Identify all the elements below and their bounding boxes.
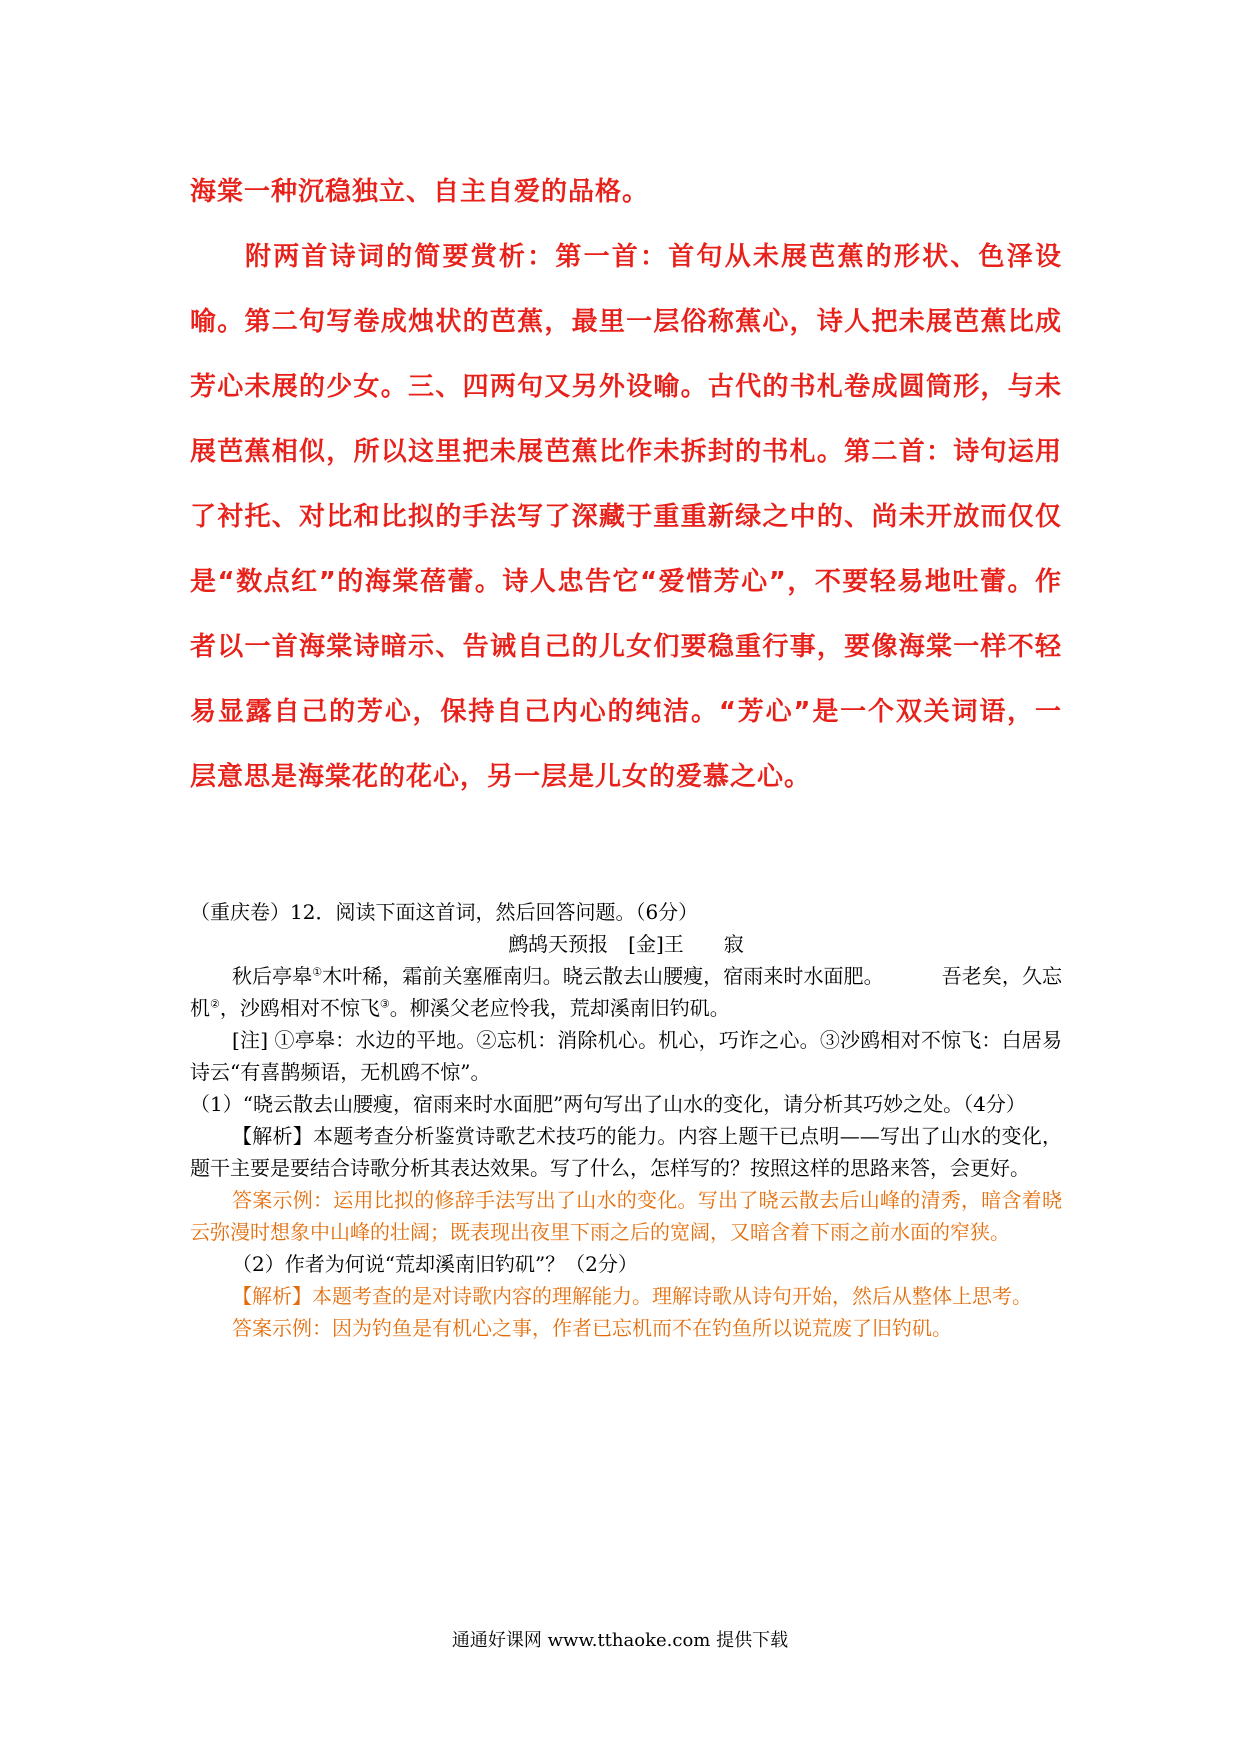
red-analysis-line1: 海棠一种沉稳独立、自主自爱的品格。 [190, 177, 650, 207]
question-2-analysis: 【解析】本题考查的是对诗歌内容的理解能力。理解诗歌从诗句开始，然后从整体上思考。 [232, 1284, 1032, 1308]
page-footer: 通通好课网 www.tthaoke.com 提供下载 [451, 1630, 789, 1651]
question-1: （1）“晓云散去山腰瘦，宿雨来时水面肥”两句写出了山水的变化，请分析其巧妙之处。（4分） [190, 1092, 1026, 1116]
question-block [190, 896, 1062, 1344]
red-analysis-paragraph: 附两首诗词的简要赏析：第一首：首句从未展芭蕉的形状、色泽设喻。第二句写卷成烛状的芭蕉，最里一层俗称蕉心，诗人把未展芭蕉比成芳心未展的少女。三、四两句又另外设喻。古代的书札卷成圆筒形，与未展芭蕉相似，所以这里把未展芭蕉比作未拆封的书札。第二首：诗句运用了衬托、对比和比拟的手法写了深藏于重重新绿之中的、尚未开放而仅仅是“数点红”的海棠蓓蕾。诗人忠告它“爱惜芳心”，不要轻易地吐蕾。作者以一首海棠诗暗示、告诫自己的儿女们要稳重行事，要像海棠一样不轻易显露自己的芳心，保持自己内心的纯洁。“芳心”是一个双关词语，一层意思是海棠花的花心，另一层是儿女的爱慕之心。 [190, 242, 1062, 792]
poem-note: [注] ①亭皋：水边的平地。②忘机：消除机心。机心，巧诈之心。③沙鸥相对不惊飞：白居易诗云“有喜鹊频语，无机鸥不惊”。 [190, 1028, 1062, 1084]
question-header: （重庆卷）12．阅读下面这首词，然后回答问题。（6分） [190, 900, 699, 924]
question-1-analysis: 【解析】本题考查分析鉴赏诗歌艺术技巧的能力。内容上题干已点明——写出了山水的变化，题干主要是要结合诗歌分析其表达效果。写了什么，怎样写的？按照这样的思路来答，会更好。 [190, 1124, 1062, 1180]
red-analysis-block [190, 160, 1062, 810]
question-2: （2）作者为何说“荒却溪南旧钓矶”？（2分） [232, 1252, 638, 1276]
poem-text: 秋后亭皋①木叶稀，霜前关塞雁南归。晓云散去山腰瘦，宿雨来时水面肥。 吾老矣，久忘机②，沙鸥相对不惊飞③。柳溪父老应怜我，荒却溪南旧钓矶。 [190, 964, 1062, 1020]
question-2-answer: 答案示例：因为钓鱼是有机心之事，作者已忘机而不在钓鱼所以说荒废了旧钓矶。 [232, 1316, 952, 1340]
question-1-answer: 答案示例：运用比拟的修辞手法写出了山水的变化。写出了晓云散去后山峰的清秀，暗含着晓云弥漫时想象中山峰的壮阔；既表现出夜里下雨之后的宽阔，又暗含着下雨之前水面的窄狭。 [190, 1188, 1062, 1244]
poem-title: 鹧鸪天预报 [金]王 寂 [508, 932, 744, 956]
